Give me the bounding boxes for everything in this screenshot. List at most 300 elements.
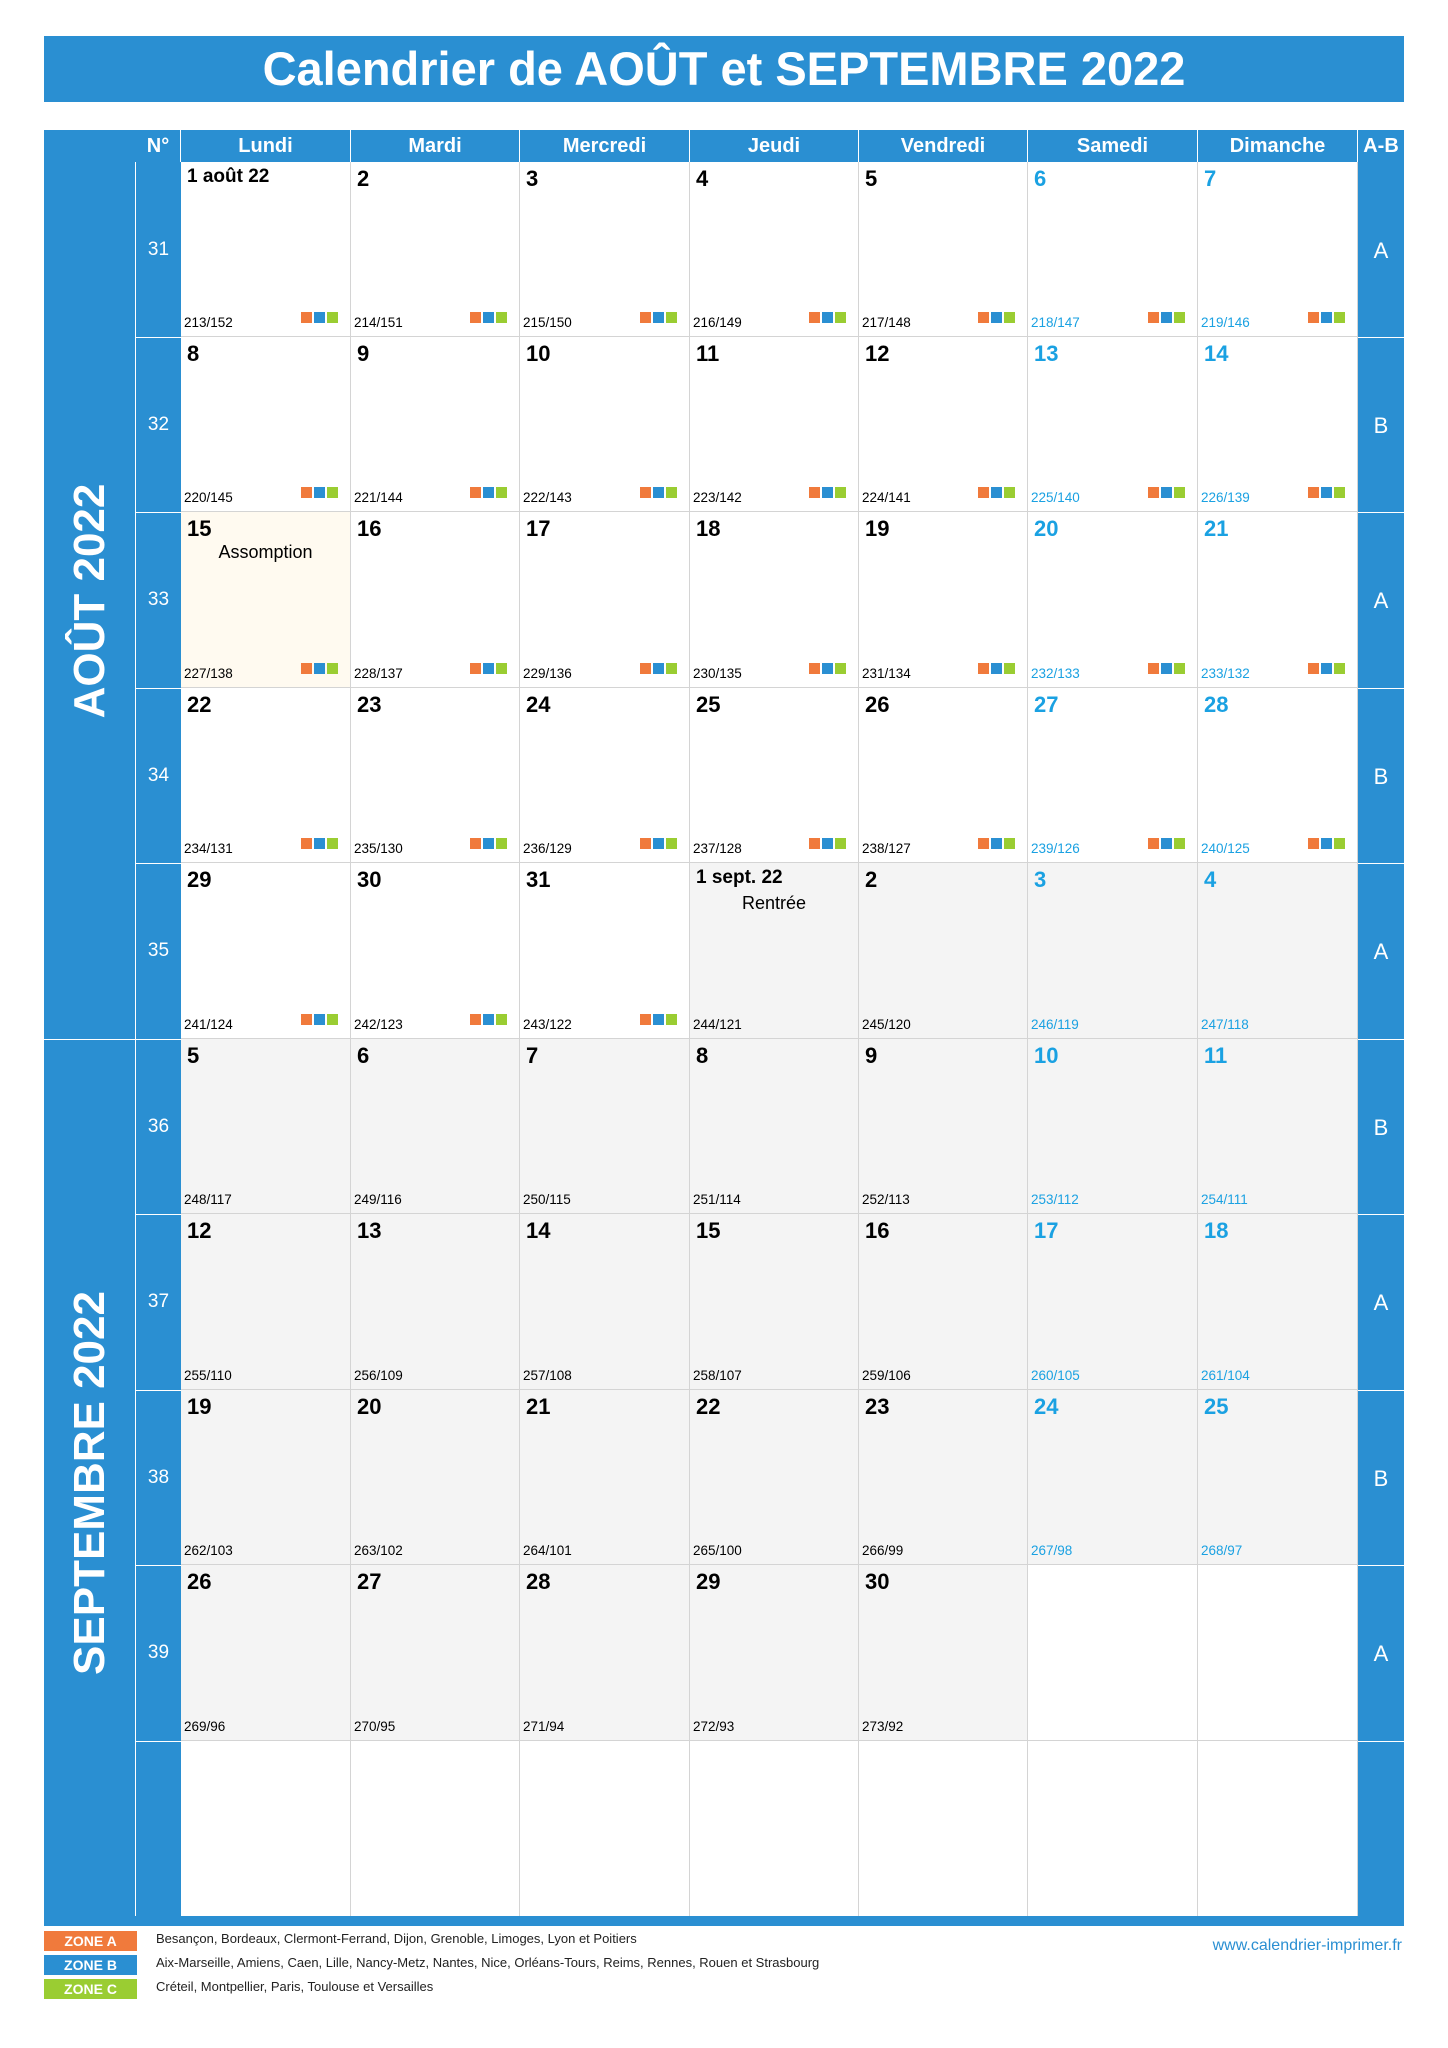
zone-a-marker (1308, 312, 1319, 323)
day-number: 3 (526, 166, 539, 191)
zone-c-marker (666, 312, 677, 323)
school-zone-markers (1306, 836, 1345, 848)
day-cell-dimanche[interactable] (1198, 1039, 1358, 1214)
day-of-year-count: 238/127 (862, 841, 911, 856)
day-cell-samedi[interactable] (1028, 337, 1198, 512)
day-of-year-count: 244/121 (693, 1017, 742, 1032)
school-zone-markers (468, 310, 507, 322)
day-cell-samedi[interactable] (1028, 1741, 1198, 1926)
day-number: 13 (1034, 341, 1059, 366)
zone-b-marker (1161, 663, 1172, 674)
website-link[interactable]: www.calendrier-imprimer.fr (1212, 1937, 1402, 1954)
header-week-number: N° (136, 130, 181, 162)
day-cell-jeudi[interactable] (690, 1565, 859, 1741)
day-number: 28 (1204, 692, 1229, 717)
day-cell-mardi[interactable] (351, 162, 520, 337)
day-of-year-count: 226/139 (1201, 490, 1250, 505)
zone-c-marker (1174, 838, 1185, 849)
week-number: 36 (147, 1115, 170, 1137)
day-cell-vendredi[interactable] (859, 162, 1028, 337)
ab-divider (1358, 1214, 1404, 1215)
day-cell-dimanche[interactable] (1198, 337, 1358, 512)
day-number: 31 (526, 867, 551, 892)
day-cell-jeudi[interactable] (690, 337, 859, 512)
ab-label: B (1373, 1114, 1389, 1140)
day-of-year-count: 261/104 (1201, 1368, 1250, 1383)
ab-label: A (1373, 1641, 1389, 1666)
day-cell-mardi[interactable] (351, 1039, 520, 1214)
day-cell-mardi[interactable] (351, 1565, 520, 1741)
day-cell-mercredi[interactable] (520, 688, 690, 863)
day-of-year-count: 269/96 (184, 1719, 226, 1734)
month-label-august: AOÛT 2022 (64, 483, 114, 718)
zone-b-marker (822, 487, 833, 498)
zone-b-marker (653, 487, 664, 498)
school-zone-markers (1306, 485, 1345, 497)
day-cell-mercredi[interactable] (520, 337, 690, 512)
day-cell-dimanche[interactable] (1198, 1741, 1358, 1926)
zone-a-marker (809, 838, 820, 849)
zone-a-marker (470, 1014, 481, 1025)
school-zone-markers (807, 836, 846, 848)
school-zone-markers (1146, 661, 1185, 673)
zone-a-marker (470, 312, 481, 323)
day-number: 17 (526, 516, 551, 541)
day-of-year-count: 215/150 (523, 315, 572, 330)
week-divider (136, 1039, 181, 1040)
header-lundi: Lundi (181, 130, 351, 162)
day-of-year-count: 249/116 (354, 1192, 402, 1207)
header-jeudi: Jeudi (690, 130, 859, 162)
ab-label: B (1373, 412, 1389, 438)
day-of-year-count: 265/100 (693, 1543, 742, 1558)
day-cell-mercredi[interactable] (520, 162, 690, 337)
day-of-year-count: 247/118 (1201, 1017, 1249, 1032)
day-cell-mercredi[interactable] (520, 1390, 690, 1565)
day-number: 19 (187, 1394, 212, 1419)
day-cell-samedi[interactable] (1028, 1214, 1198, 1390)
day-cell-dimanche[interactable] (1198, 863, 1358, 1039)
zone-c-marker (835, 487, 846, 498)
zone-c-marker (666, 663, 677, 674)
zone-b-marker (1161, 838, 1172, 849)
zone-b-marker (822, 312, 833, 323)
day-of-year-count: 233/132 (1201, 666, 1250, 681)
day-cell-vendredi[interactable] (859, 1214, 1028, 1390)
day-cell-dimanche[interactable] (1198, 688, 1358, 863)
day-cell-dimanche[interactable] (1198, 1214, 1358, 1390)
day-number: 16 (865, 1218, 890, 1243)
zone-c-marker (666, 487, 677, 498)
day-cell-samedi[interactable] (1028, 1565, 1198, 1741)
zone-c-marker (1334, 487, 1345, 498)
day-of-year-count: 221/144 (354, 490, 403, 505)
day-cell-samedi[interactable] (1028, 162, 1198, 337)
zone-a-marker (301, 1014, 312, 1025)
day-of-year-count: 259/106 (862, 1368, 911, 1383)
zone-a-marker (301, 838, 312, 849)
day-cell-lundi[interactable] (181, 1039, 351, 1214)
day-number: 22 (696, 1394, 721, 1419)
school-zone-markers (638, 661, 677, 673)
day-number: 4 (1204, 867, 1217, 892)
zone-a-marker (640, 312, 651, 323)
day-of-year-count: 235/130 (354, 841, 403, 856)
day-of-year-count: 230/135 (693, 666, 742, 681)
day-of-year-count: 227/138 (184, 666, 233, 681)
day-number: 14 (1204, 341, 1229, 366)
day-cell-jeudi[interactable] (690, 512, 859, 688)
zone-c-marker (327, 487, 338, 498)
zone-c-marker (496, 838, 507, 849)
ab-divider (1358, 512, 1404, 513)
day-of-year-count: 271/94 (523, 1719, 565, 1734)
ab-label: B (1373, 1465, 1389, 1491)
day-of-year-count: 252/113 (862, 1192, 910, 1207)
ab-divider (1358, 863, 1404, 864)
day-of-year-count: 242/123 (354, 1017, 403, 1032)
day-of-year-count: 232/133 (1031, 666, 1080, 681)
day-cell-mardi[interactable] (351, 512, 520, 688)
header-dimanche: Dimanche (1198, 130, 1358, 162)
day-of-year-count: 213/152 (184, 315, 233, 330)
day-cell-lundi[interactable] (181, 1214, 351, 1390)
day-number: 17 (1034, 1218, 1059, 1243)
day-cell-lundi[interactable] (181, 1565, 351, 1741)
day-cell-vendredi[interactable] (859, 863, 1028, 1039)
day-number: 7 (526, 1043, 539, 1068)
day-of-year-count: 263/102 (354, 1543, 403, 1558)
day-of-year-count: 267/98 (1031, 1543, 1073, 1558)
day-number: 10 (1034, 1043, 1059, 1068)
school-zone-markers (299, 836, 338, 848)
day-number: 25 (1204, 1394, 1229, 1419)
day-cell-samedi[interactable] (1028, 1039, 1198, 1214)
school-zone-markers (638, 310, 677, 322)
day-of-year-count: 217/148 (862, 315, 911, 330)
week-divider (136, 337, 181, 338)
zone-a-marker (470, 487, 481, 498)
day-cell-jeudi[interactable] (690, 863, 859, 1039)
zone-b-marker (653, 663, 664, 674)
day-of-year-count: 251/114 (693, 1192, 741, 1207)
zone-b-marker (1321, 838, 1332, 849)
day-number: 4 (696, 166, 709, 191)
zone-b-marker (991, 838, 1002, 849)
day-cell-vendredi[interactable] (859, 1390, 1028, 1565)
day-cell-lundi[interactable] (181, 688, 351, 863)
bottom-divider (44, 1916, 1404, 1926)
zone-c-marker (1334, 312, 1345, 323)
day-cell-samedi[interactable] (1028, 512, 1198, 688)
day-cell-lundi[interactable] (181, 1741, 351, 1926)
week-divider (136, 1390, 181, 1391)
zone-c-marker (327, 1014, 338, 1025)
week-number: 32 (147, 413, 170, 435)
school-zone-markers (807, 485, 846, 497)
day-number: 12 (865, 341, 890, 366)
day-cell-mercredi[interactable] (520, 1214, 690, 1390)
day-number: 16 (357, 516, 382, 541)
day-of-year-count: 224/141 (862, 490, 911, 505)
day-cell-jeudi[interactable] (690, 688, 859, 863)
day-number: 11 (1204, 1043, 1228, 1068)
ab-divider (1358, 337, 1404, 338)
zone-a-marker (470, 663, 481, 674)
day-cell-vendredi[interactable] (859, 1741, 1028, 1926)
school-zone-markers (976, 485, 1015, 497)
day-cell-mercredi[interactable] (520, 512, 690, 688)
day-number: 19 (865, 516, 890, 541)
zone-c-marker (1004, 663, 1015, 674)
zone-badge: ZONE A (44, 1931, 137, 1951)
day-number: 24 (1034, 1394, 1059, 1419)
day-of-year-count: 237/128 (693, 841, 742, 856)
day-cell-mardi[interactable] (351, 1390, 520, 1565)
day-number: 6 (357, 1043, 370, 1068)
week-number: 31 (147, 238, 170, 260)
day-of-year-count: 250/115 (523, 1192, 571, 1207)
zone-badge: ZONE B (44, 1955, 137, 1975)
ab-divider (1358, 688, 1404, 689)
school-zone-markers (1146, 836, 1185, 848)
day-of-year-count: 268/97 (1201, 1543, 1243, 1558)
zone-b-marker (991, 663, 1002, 674)
zone-a-marker (640, 487, 651, 498)
zone-c-marker (1004, 838, 1015, 849)
week-number: 34 (147, 764, 170, 786)
day-cell-samedi[interactable] (1028, 863, 1198, 1039)
zone-cities: Créteil, Montpellier, Paris, Toulouse et Versailles (156, 1979, 434, 1994)
zone-b-marker (653, 312, 664, 323)
day-of-year-count: 262/103 (184, 1543, 233, 1558)
week-divider (136, 512, 181, 513)
school-zone-markers (638, 836, 677, 848)
zone-c-marker (327, 312, 338, 323)
week-divider (136, 688, 181, 689)
day-number: 23 (865, 1394, 890, 1419)
day-number: 12 (187, 1218, 212, 1243)
day-cell-mardi[interactable] (351, 688, 520, 863)
day-of-year-count: 245/120 (862, 1017, 911, 1032)
day-number: 1 sept. 22 (696, 867, 783, 888)
day-number: 24 (526, 692, 551, 717)
ab-divider (1358, 1390, 1404, 1391)
zone-c-marker (666, 838, 677, 849)
school-zone-markers (468, 1012, 507, 1024)
zone-b-marker (1161, 487, 1172, 498)
day-of-year-count: 273/92 (862, 1719, 904, 1734)
week-number: 39 (147, 1642, 170, 1663)
ab-label: A (1373, 1290, 1389, 1315)
day-number: 11 (696, 341, 720, 366)
zone-a-marker (1308, 663, 1319, 674)
zone-c-marker (1174, 663, 1185, 674)
header-mardi: Mardi (351, 130, 520, 162)
day-number: 13 (357, 1218, 382, 1243)
day-cell-mercredi[interactable] (520, 1039, 690, 1214)
school-zone-markers (299, 310, 338, 322)
day-cell-vendredi[interactable] (859, 688, 1028, 863)
day-event-label: Assomption (218, 542, 313, 562)
day-cell-dimanche[interactable] (1198, 512, 1358, 688)
day-cell-mardi[interactable] (351, 1214, 520, 1390)
zone-a-marker (640, 663, 651, 674)
month-band-august (44, 162, 135, 1039)
school-zone-markers (1146, 310, 1185, 322)
day-of-year-count: 229/136 (523, 666, 572, 681)
day-number: 2 (357, 166, 370, 191)
day-cell-jeudi[interactable] (690, 1039, 859, 1214)
zone-c-marker (666, 1014, 677, 1025)
day-cell-dimanche[interactable] (1198, 1565, 1358, 1741)
day-number: 26 (865, 692, 890, 717)
zone-a-marker (301, 663, 312, 674)
day-event-label: Rentrée (741, 893, 807, 913)
header-vendredi: Vendredi (859, 130, 1028, 162)
zone-c-marker (1174, 312, 1185, 323)
day-of-year-count: 225/140 (1031, 490, 1080, 505)
zone-a-marker (978, 663, 989, 674)
school-zone-markers (299, 485, 338, 497)
day-number: 5 (187, 1043, 200, 1068)
ab-divider (1358, 1741, 1404, 1742)
zone-a-marker (1148, 312, 1159, 323)
day-of-year-count: 214/151 (354, 315, 403, 330)
day-of-year-count: 257/108 (523, 1368, 572, 1383)
day-number: 20 (357, 1394, 382, 1419)
day-cell-mercredi[interactable] (520, 863, 690, 1039)
day-of-year-count: 272/93 (693, 1719, 735, 1734)
zone-cities: Aix-Marseille, Amiens, Caen, Lille, Nancy-Metz, Nantes, Nice, Orléans-Tours, Reims, Rennes, Rouen et Strasbourg (156, 1955, 820, 1970)
day-cell-jeudi[interactable] (690, 162, 859, 337)
day-cell-dimanche[interactable] (1198, 162, 1358, 337)
ab-divider (1358, 1565, 1404, 1566)
zone-badge: ZONE C (44, 1979, 137, 1999)
day-number: 1 août 22 (187, 166, 270, 187)
zone-c-marker (327, 663, 338, 674)
zone-c-marker (1004, 312, 1015, 323)
day-number: 7 (1204, 166, 1217, 191)
day-cell-dimanche[interactable] (1198, 1390, 1358, 1565)
zone-a-marker (640, 838, 651, 849)
zone-a-marker (301, 487, 312, 498)
day-of-year-count: 248/117 (184, 1192, 232, 1207)
week-divider (136, 863, 181, 864)
school-zone-markers (468, 661, 507, 673)
ab-label: A (1373, 237, 1389, 263)
day-cell-mercredi[interactable] (520, 1565, 690, 1741)
zone-b-marker (483, 1014, 494, 1025)
school-zone-markers (976, 836, 1015, 848)
school-zone-markers (468, 485, 507, 497)
day-cell-jeudi[interactable] (690, 1741, 859, 1926)
day-cell-samedi[interactable] (1028, 688, 1198, 863)
day-of-year-count: 243/122 (523, 1017, 572, 1032)
day-number: 18 (1204, 1218, 1229, 1243)
day-number: 3 (1034, 867, 1047, 892)
header-samedi: Samedi (1028, 130, 1198, 162)
day-number: 2 (865, 867, 878, 892)
zone-c-marker (496, 663, 507, 674)
day-cell-lundi[interactable] (181, 512, 351, 688)
day-of-year-count: 256/109 (354, 1368, 403, 1383)
zone-b-marker (653, 838, 664, 849)
zone-b-marker (1321, 487, 1332, 498)
day-of-year-count: 216/149 (693, 315, 742, 330)
day-of-year-count: 240/125 (1201, 841, 1250, 856)
day-cell-jeudi[interactable] (690, 1214, 859, 1390)
day-of-year-count: 258/107 (693, 1368, 742, 1383)
day-of-year-count: 255/110 (184, 1368, 232, 1383)
zone-c-marker (496, 312, 507, 323)
zone-a-marker (809, 487, 820, 498)
day-cell-mardi[interactable] (351, 1741, 520, 1926)
zone-b-marker (314, 663, 325, 674)
day-of-year-count: 218/147 (1031, 315, 1080, 330)
day-of-year-count: 234/131 (184, 841, 233, 856)
week-number: 35 (147, 940, 170, 961)
day-cell-lundi[interactable] (181, 863, 351, 1039)
day-cell-vendredi[interactable] (859, 337, 1028, 512)
day-of-year-count: 266/99 (862, 1543, 904, 1558)
ab-label: A (1373, 939, 1389, 964)
day-of-year-count: 219/146 (1201, 315, 1250, 330)
week-number: 37 (147, 1291, 170, 1312)
zone-c-marker (496, 1014, 507, 1025)
day-number: 22 (187, 692, 212, 717)
day-number: 15 (696, 1218, 721, 1243)
day-cell-vendredi[interactable] (859, 1565, 1028, 1741)
zone-a-marker (1148, 838, 1159, 849)
day-number: 27 (357, 1569, 382, 1594)
ab-label: B (1373, 763, 1389, 789)
zone-b-marker (1161, 312, 1172, 323)
week-divider (136, 1741, 181, 1742)
school-zone-markers (976, 310, 1015, 322)
zone-b-marker (991, 312, 1002, 323)
day-of-year-count: 270/95 (354, 1719, 396, 1734)
zone-a-marker (640, 1014, 651, 1025)
school-zone-markers (807, 310, 846, 322)
day-cell-vendredi[interactable] (859, 512, 1028, 688)
day-cell-mardi[interactable] (351, 863, 520, 1039)
day-cell-mardi[interactable] (351, 337, 520, 512)
zone-c-marker (1334, 663, 1345, 674)
day-cell-lundi[interactable] (181, 162, 351, 337)
day-cell-samedi[interactable] (1028, 1390, 1198, 1565)
day-cell-vendredi[interactable] (859, 1039, 1028, 1214)
day-number: 18 (696, 516, 721, 541)
day-of-year-count: 254/111 (1201, 1192, 1248, 1207)
day-cell-lundi[interactable] (181, 337, 351, 512)
day-number: 25 (696, 692, 721, 717)
week-number: 33 (147, 589, 170, 610)
zone-b-marker (483, 312, 494, 323)
day-of-year-count: 220/145 (184, 490, 233, 505)
day-cell-mercredi[interactable] (520, 1741, 690, 1926)
zone-a-marker (978, 487, 989, 498)
day-cell-lundi[interactable] (181, 1390, 351, 1565)
day-of-year-count: 239/126 (1031, 841, 1080, 856)
day-number: 20 (1034, 516, 1059, 541)
zone-b-marker (314, 487, 325, 498)
day-number: 29 (187, 867, 212, 892)
day-cell-jeudi[interactable] (690, 1390, 859, 1565)
day-of-year-count: 222/143 (523, 490, 572, 505)
ab-divider (1358, 1039, 1404, 1040)
day-number: 6 (1034, 166, 1047, 191)
